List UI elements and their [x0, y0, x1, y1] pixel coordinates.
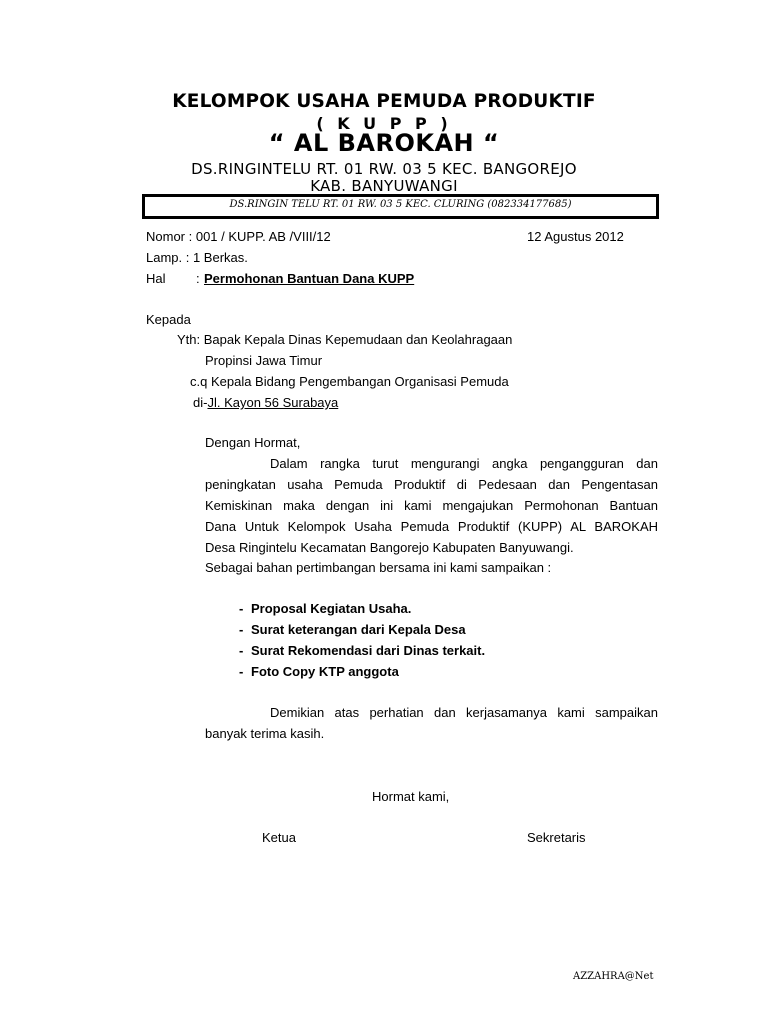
signature-closing: Hormat kami,: [372, 789, 450, 804]
subject-value: Permohonan Bantuan Dana KUPP: [204, 271, 415, 286]
footer-watermark: AZZAHRA@Net: [573, 971, 654, 982]
letterhead-address-line-2: KAB. BANYUWANGI: [310, 177, 458, 195]
letterhead-address-line-1: DS.RINGINTELU RT. 01 RW. 03 5 KEC. BANGOREJO: [191, 160, 577, 178]
attachment-list-item: - Surat keterangan dari Kepala Desa: [239, 622, 466, 637]
subject-colon: :: [196, 271, 200, 286]
salutation: Dengan Hormat,: [205, 435, 301, 450]
signature-chairman: Ketua: [262, 830, 296, 845]
closing-line: banyak terima kasih.: [205, 726, 325, 741]
organization-title: “ AL BAROKAH “: [268, 129, 500, 157]
organization-name: KELOMPOK USAHA PEMUDA PRODUKTIF: [172, 91, 596, 112]
recipient-line-3: c.q Kepala Bidang Pengembangan Organisasi Pemuda: [190, 374, 509, 389]
attachment-count: Lamp. : 1 Berkas.: [146, 250, 248, 265]
recipient-line-1: Yth: Bapak Kepala Dinas Kepemudaan dan Keolahragaan: [177, 332, 513, 347]
paragraph-line: peningkatan usaha Pemuda Produktif di Pedesaan dan Pengentasan: [205, 477, 658, 492]
paragraph-line: Dana Untuk Kelompok Usaha Pemuda Produktif (KUPP) AL BAROKAH: [205, 519, 658, 534]
subject-label: Hal: [146, 271, 166, 286]
recipient-line-2: Propinsi Jawa Timur: [205, 353, 323, 368]
recipient-location-prefix: di-: [193, 395, 208, 410]
closing-line: Demikian atas perhatian dan kerjasamanya kami sampaikan: [270, 705, 658, 720]
letter-number: Nomor : 001 / KUPP. AB /VIII/12: [146, 229, 331, 244]
attachment-list-item: - Foto Copy KTP anggota: [239, 664, 399, 679]
attachment-list-item: - Surat Rekomendasi dari Dinas terkait.: [239, 643, 486, 658]
paragraph-line: Kemiskinan maka dengan ini kami mengajukan Permohonan Bantuan: [205, 498, 658, 513]
organization-abbreviation: ( K U P P ): [316, 114, 452, 133]
letter-date: 12 Agustus 2012: [527, 229, 624, 244]
signature-secretary: Sekretaris: [527, 830, 586, 845]
recipient-address: Jl. Kayon 56 Surabaya: [207, 395, 339, 410]
list-intro: Sebagai bahan pertimbangan bersama ini kami sampaikan :: [205, 560, 552, 575]
paragraph-line: Dalam rangka turut mengurangi angka pengangguran dan: [270, 456, 658, 471]
paragraph-line: Desa Ringintelu Kecamatan Bangorejo Kabupaten Banyuwangi.: [205, 540, 574, 555]
boxed-address: [142, 194, 659, 219]
attachment-list-item: - Proposal Kegiatan Usaha.: [239, 601, 412, 616]
recipient-line-4: [193, 395, 338, 410]
recipient-heading: Kepada: [146, 312, 191, 327]
boxed-address-text: DS.RINGIN TELU RT. 01 RW. 03 5 KEC. CLURING (082334177685): [229, 199, 572, 210]
